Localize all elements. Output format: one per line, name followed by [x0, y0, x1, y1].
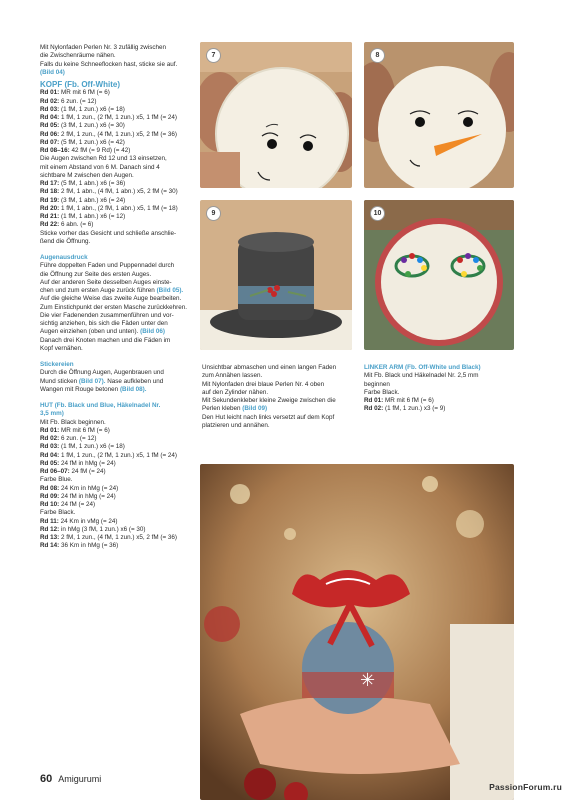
intro-line: Falls du keine Schneeflocken hast, sticke sie auf. [40, 60, 178, 68]
instruction-row [40, 188, 192, 196]
row-text: 24 Km in vMg (= 24) [58, 517, 118, 525]
page-number: 60 [40, 773, 53, 785]
row-label: Rd 03: [40, 443, 60, 451]
instruction-row [40, 542, 192, 550]
row-label: Rd 18: [40, 188, 60, 196]
stick-line: Durch die Öffnung Augen, Augenbrauen und [40, 369, 164, 377]
row-label: Rd 02: [40, 435, 60, 442]
instruction-row [40, 213, 192, 221]
close-line: Sticke vorher das Gesicht und schließe anschlie- [40, 229, 177, 237]
hut-rows-3 [40, 518, 192, 551]
row-label: Rd 12: [40, 525, 60, 533]
row-label: Rd 03: [40, 105, 60, 113]
eyes-line: Die Augen zwischen Rd 12 und 13 einsetzen, [40, 155, 167, 163]
stick-line [40, 386, 192, 394]
row-text: 24 fM (= 24) [59, 501, 96, 508]
row-text: 2 fM, 1 abn., (4 fM, 1 abn.) x5, 2 fM (= 30) [59, 188, 178, 196]
row-text: (5 fM, 1 abn.) x6 (= 36) [59, 180, 126, 187]
row-text: 6 abn. (= 6) [59, 221, 94, 229]
augen-heading: Augenausdruck [40, 254, 88, 261]
instruction-row [40, 460, 192, 468]
kopf-heading: KOPF (Fb. Off-White) [40, 80, 120, 89]
row-label: Rd 11: [40, 517, 59, 525]
row-text: 6 zun. (= 12) [59, 435, 97, 442]
instruction-row [40, 501, 192, 509]
row-text: 42 fM (= 9 Rd) (= 42) [69, 147, 131, 154]
row-label: Rd 05: [40, 122, 60, 130]
row-label: Rd 05: [40, 459, 60, 467]
instruction-row [40, 493, 192, 501]
instruction-row [40, 180, 192, 188]
instruction-row [40, 452, 192, 460]
hut-rows-2 [40, 485, 192, 510]
photo-bild-09 [200, 200, 352, 350]
row-text: in hMg (3 fM, 1 zun.) x6 (= 30) [59, 525, 146, 533]
stick-text: Nase aufkleben und [105, 377, 164, 385]
snowman-nose-photo [364, 42, 514, 188]
stick-line [40, 378, 192, 386]
row-text: 36 Km in hMg (= 36) [59, 542, 119, 550]
augen-line: Zum Einstichpunkt der ersten Masche zurückkehren. [40, 303, 187, 311]
photo-number-badge: 10 [370, 206, 385, 221]
row-label: Rd 01: [40, 89, 60, 97]
arm-line: beginnen [364, 380, 390, 388]
row-label: Rd 08–16: [40, 147, 70, 154]
instruction-row [40, 131, 192, 139]
row-text: 2 fM, 1 zun., (4 fM, 1 zun.) x5, 2 fM (= 36) [59, 534, 178, 541]
row-label: Rd 22: [40, 221, 60, 229]
farbe-blue: Farbe Blue. [40, 476, 73, 484]
instruction-row [40, 205, 192, 213]
row-text: (1 fM, 1 zun.) x3 (= 9) [383, 405, 446, 413]
eyes-line: mit einem Abstand von 6 M. Danach sind 4 [40, 163, 160, 171]
row-label: Rd 06–07: [40, 468, 70, 475]
row-text: (3 fM, 1 abn.) x6 (= 24) [59, 196, 126, 204]
augen-line: Auf der anderen Seite desselben Auges einste- [40, 278, 172, 286]
augen-line: Danach drei Knoten machen und die Fäden im [40, 336, 171, 344]
augen-text: chen und zum ersten Auge zurück führen [40, 287, 155, 294]
arm-line: Mit Fb. Black und Häkelnadel Nr. 2,5 mm [364, 372, 479, 380]
row-label: Rd 04: [40, 114, 60, 121]
photo-bild-10 [364, 200, 514, 350]
hut-heading: HUT (Fb. Black und Blue, Häkelnadel Nr. [40, 402, 161, 409]
augen-line [40, 328, 192, 336]
beaded-face-photo [364, 200, 514, 350]
intro-line: die Zwischenräume nähen. [40, 52, 116, 60]
instruction-row [40, 427, 192, 435]
row-label: Rd 06: [40, 130, 60, 138]
augen-line [40, 287, 192, 295]
instruction-row [40, 221, 192, 229]
left-column [40, 44, 192, 551]
row-text: 24 fM in hMg (= 24) [59, 459, 116, 467]
mid-line [202, 405, 354, 413]
instruction-row [364, 405, 514, 413]
instruction-row [40, 114, 192, 122]
mid-line: auf den Zylinder nähen. [202, 388, 269, 396]
kopf-rows [40, 89, 192, 155]
stick-text: Mund sticken [40, 377, 78, 385]
row-text: MR mit 6 fM (= 6) [59, 426, 110, 434]
stick-heading: Stickereien [40, 361, 74, 368]
mid-line: platzieren und annähen. [202, 421, 270, 429]
row-label: Rd 13: [40, 534, 60, 541]
eyes-line: sichtbare M zwischen den Augen. [40, 171, 134, 179]
row-label: Rd 14: [40, 542, 60, 550]
row-label: Rd 01: [364, 397, 384, 404]
site-watermark: PassionForum.ru [489, 782, 562, 792]
row-text: (1 fM, 1 abn.) x6 (= 12) [59, 213, 126, 220]
row-text: 6 zun. (= 12) [59, 97, 97, 105]
snowman-head-photo [200, 42, 352, 188]
instruction-row [40, 147, 192, 155]
middle-column [202, 364, 354, 430]
instruction-row [364, 397, 514, 405]
row-label: Rd 02: [364, 405, 384, 413]
right-column [364, 364, 514, 414]
top-hat-photo [200, 200, 352, 350]
augen-ref: (Bild 06) [140, 328, 165, 336]
hut-intro: Mit Fb. Black beginnen. [40, 418, 106, 426]
mid-line: Mit Sekundenkleber kleine Zweige zwischen die [202, 397, 336, 404]
arm-heading: LINKER ARM (Fb. Off-White und Black) [364, 364, 481, 371]
row-text: 24 fM (= 24) [69, 468, 106, 475]
kopf-rows-2 [40, 180, 192, 230]
mid-line: Den Hut leicht nach links versetzt auf dem Kopf [202, 413, 335, 421]
augen-line: Führe doppelten Faden und Puppennadel durch [40, 262, 175, 270]
row-text: (5 fM, 1 zun.) x6 (= 42) [59, 138, 125, 146]
row-text: 24 fM in hMg (= 24) [59, 492, 116, 500]
instruction-row [40, 89, 192, 97]
augen-ref: (Bild 05). [156, 287, 184, 294]
row-label: Rd 10: [40, 501, 60, 508]
instruction-row [40, 485, 192, 493]
row-label: Rd 17: [40, 180, 60, 187]
photo-number-badge: 7 [206, 48, 221, 63]
instruction-row [40, 106, 192, 114]
stick-text: Wangen mit Rouge betonen [40, 385, 119, 393]
row-text: 24 Km in hMg (= 24) [59, 484, 119, 492]
photo-number-badge: 8 [370, 48, 385, 63]
row-text: 1 fM, 1 zun., (2 fM, 1 zun.) x5, 1 fM (= 24) [59, 114, 178, 121]
arm-rows [364, 397, 514, 414]
intro-line: Mit Nylonfaden Perlen Nr. 3 zufällig zwischen [40, 44, 166, 51]
row-text: MR mit 6 fM (= 6) [59, 89, 110, 97]
row-text: (1 fM, 1 zun.) x6 (= 18) [59, 443, 125, 451]
instruction-row [40, 197, 192, 205]
augen-line: sichtig anziehen, bis sich die Fäden unter den [40, 320, 168, 327]
mid-ref: (Bild 09) [242, 405, 268, 413]
row-label: Rd 04: [40, 451, 60, 459]
row-text: MR mit 6 fM (= 6) [383, 397, 434, 404]
augen-line: die Öffnung zur Seite des ersten Auges. [40, 270, 152, 278]
stick-ref: (Bild 07). [78, 377, 106, 385]
ornament-in-hand-photo [200, 464, 514, 800]
photo-bild-08 [364, 42, 514, 188]
instruction-row [40, 443, 192, 451]
photo-number-badge: 9 [206, 206, 221, 221]
stick-ref: (Bild 08). [119, 385, 147, 393]
mid-line: Unsichtbar abmaschen und einen langen Faden [202, 364, 337, 371]
row-label: Rd 21: [40, 213, 60, 220]
farbe-black: Farbe Black. [40, 509, 76, 517]
row-label: Rd 07: [40, 138, 60, 146]
hut-rows [40, 427, 192, 477]
arm-line: Farbe Black. [364, 388, 400, 396]
photo-bild-07 [200, 42, 352, 188]
augen-line: Kopf vernähen. [40, 344, 83, 352]
instruction-row [40, 98, 192, 106]
row-label: Rd 09: [40, 492, 60, 500]
page-footer [40, 773, 101, 785]
row-label: Rd 19: [40, 196, 60, 204]
instruction-row [40, 435, 192, 443]
row-label: Rd 02: [40, 97, 60, 105]
augen-text: Augen einziehen (oben und unten). [40, 328, 139, 336]
row-text: (1 fM, 1 zun.) x6 (= 18) [59, 105, 125, 113]
row-text: 2 fM, 1 zun., (4 fM, 1 zun.) x5, 2 fM (= 36) [59, 130, 178, 138]
row-label: Rd 20: [40, 204, 60, 212]
mid-text: Perlen kleben [202, 405, 241, 413]
mid-line: Mit Nylonfaden drei blaue Perlen Nr. 4 oben [202, 380, 325, 388]
close-line: ßend die Öffnung. [40, 237, 91, 245]
instruction-row [40, 468, 192, 476]
row-label: Rd 01: [40, 426, 60, 434]
main-photo-ornament [200, 464, 514, 800]
augen-line: Auf die gleiche Weise das zweite Auge bearbeiten. [40, 295, 182, 303]
mid-line: zum Annähen lassen. [202, 372, 263, 380]
instruction-row [40, 526, 192, 534]
augen-line: Die vier Fadenenden zusammenführen und vor- [40, 311, 174, 319]
instruction-row [40, 534, 192, 542]
magazine-name: Amigurumi [58, 774, 102, 784]
instruction-row [40, 518, 192, 526]
row-text: 1 fM, 1 abn., (2 fM, 1 abn.) x5, 1 fM (= 18) [59, 204, 178, 212]
intro-ref: (Bild 04) [40, 68, 65, 76]
hut-heading: 3,5 mm) [40, 410, 64, 418]
svg-text:✳: ✳ [360, 670, 376, 691]
instruction-row [40, 122, 192, 130]
instruction-row [40, 139, 192, 147]
row-text: 1 fM, 1 zun., (2 fM, 1 zun.) x5, 1 fM (= 24) [59, 451, 178, 459]
row-label: Rd 08: [40, 484, 60, 492]
row-text: (3 fM, 1 zun.) x6 (= 30) [59, 122, 125, 130]
